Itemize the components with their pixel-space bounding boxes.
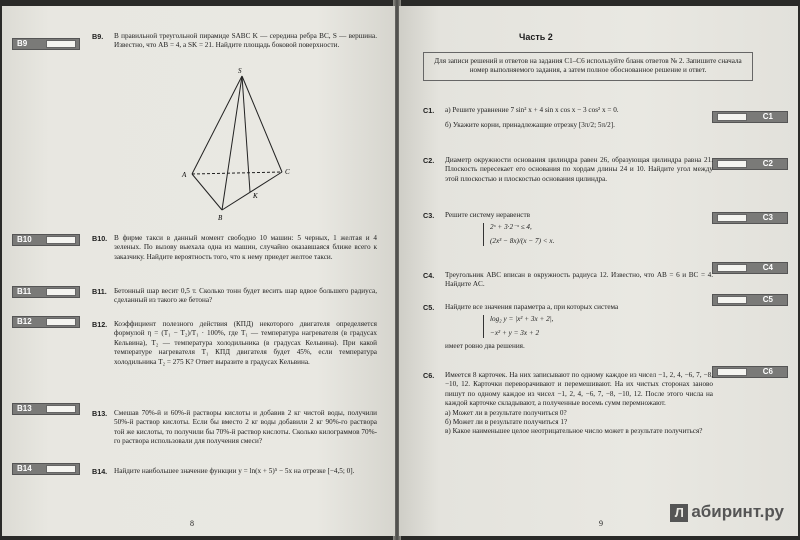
instructions-box: Для записи решений и ответов на задания С1–С6 используйте бланк ответов № 2. Запишите сначала номер выполняемого задания, а затем полное обоснованное решение и ответ. bbox=[423, 52, 753, 81]
label-s: S bbox=[238, 67, 242, 75]
task-c5: C5. Найдите все значения параметра a, при которых система log₂ y = |x² + 3x + 2|, −x² + y = 3x + 2 имеет ровно два решения. bbox=[423, 303, 713, 352]
task-c2: C2. Диаметр окружности основания цилиндра равен 26, образующая цилиндра равна 21. Плоскость пересекает его основания по хордам длины 24 и 10. Найдите угол между этой плоскостью и плоскостью основания цилиндра. bbox=[423, 156, 713, 183]
pyramid-figure bbox=[162, 64, 302, 224]
task-c6: C6. Имеется 8 карточек. На них записывают по одному каждое из чисел −1, 2, 4, −6, 7, −8, −10, 12. Карточки переворачивают и перемешивают. На их чистых сторонах заново пишут по одному каждое из чисел −1, 2, 4, −6, 7, −8, −10, 12. После этого числа на каждой карточке складывают, а полученные восемь сумм перемножают. а) Может ли в результате получиться 0? б) Может ли в результате получиться 1? в) Какое наименьшее целое неотрицательное число может в результате получиться? bbox=[423, 371, 713, 436]
task-b13: B13. Смешав 70%-й и 60%-й растворы кислоты и добавив 2 кг чистой воды, получили 50%-й раствор кислоты. Если бы вместо 2 кг воды добавили 2 кг 90%-го раствора той же кислоты, то получили бы 70%-й раствор кислоты. Сколько килограммов 70%-го раствора использовали для получения смеси? bbox=[92, 409, 377, 446]
tab-b14: B14 bbox=[12, 463, 80, 475]
right-page bbox=[399, 6, 798, 536]
task-c3: C3. Решите систему неравенств 2ˣ + 3·2⁻ˣ ≤ 4, (2x³ − 8x)/(x − 7) < x. bbox=[423, 211, 713, 246]
tab-c6: C6 bbox=[712, 366, 788, 378]
tab-c3: C3 bbox=[712, 212, 788, 224]
label-k: K bbox=[253, 192, 258, 200]
tab-b12: B12 bbox=[12, 316, 80, 328]
task-b12: B12. Коэффициент полезного действия (КПД) некоторого двигателя определяется формулой η = (T₁ − T₂)/T₁ · 100%, где T₁ — температура нагревателя (в градусах Кельвина), T₂ — температура холодильника (в градусах Кельвина). При какой температуре нагревателя T₁ КПД двигателя будет 45%, если температура холодильника T₂ = 275 K? Ответ выразите в градусах Кельвина. bbox=[92, 320, 377, 366]
label-a: A bbox=[182, 171, 187, 179]
task-b14: B14. Найдите наибольшее значение функции y = ln(x + 5)⁵ − 5x на отрезке [−4,5; 0]. bbox=[92, 467, 355, 476]
labirint-watermark: Л абиринт.ру bbox=[670, 502, 784, 522]
left-page bbox=[2, 6, 395, 536]
tab-c4: C4 bbox=[712, 262, 788, 274]
tab-b13: B13 bbox=[12, 403, 80, 415]
label-b: B bbox=[218, 214, 223, 222]
tab-c5: C5 bbox=[712, 294, 788, 306]
page-number-right: 9 bbox=[599, 519, 603, 528]
tab-b9: B9 bbox=[12, 38, 80, 50]
part-title: Часть 2 bbox=[519, 32, 553, 42]
tab-c1: C1 bbox=[712, 111, 788, 123]
tab-b10: B10 bbox=[12, 234, 80, 246]
tab-b11: B11 bbox=[12, 286, 80, 298]
page-number-left: 8 bbox=[190, 519, 194, 528]
task-c4: C4. Треугольник ABC вписан в окружность радиуса 12. Известно, что AB = 6 и BC = 4. Найдите AC. bbox=[423, 271, 713, 289]
c3-system: 2ˣ + 3·2⁻ˣ ≤ 4, (2x³ − 8x)/(x − 7) < x. bbox=[483, 223, 713, 246]
task-c1: C1. а) Решите уравнение 7 sin² x + 4 sin x cos x − 3 cos² x = 0. б) Укажите корни, принадлежащие отрезку [3π/2; 5π/2]. bbox=[423, 106, 619, 130]
c5-system: log₂ y = |x² + 3x + 2|, −x² + y = 3x + 2 bbox=[483, 315, 713, 338]
label-c: C bbox=[285, 168, 290, 176]
task-b9: B9. В правильной треугольной пирамиде SABC K — середина ребра BC, S — вершина. Известно, что AB = 4, а SK = 21. Найдите площадь боковой поверхности. bbox=[92, 32, 377, 50]
tab-c2: C2 bbox=[712, 158, 788, 170]
task-b11: B11. Бетонный шар весит 0,5 т. Сколько тонн будет весить шар вдвое большего радиуса, сделанный из такого же бетона? bbox=[92, 287, 377, 305]
task-b10: B10. В фирме такси в данный момент свободно 10 машин: 5 черных, 1 желтая и 4 зеленых. По вызову выехала одна из машин, случайно оказавшаяся ближе всего к заказчику. Найдите вероятность того, что к нему приедет желтое такси. bbox=[92, 234, 377, 261]
